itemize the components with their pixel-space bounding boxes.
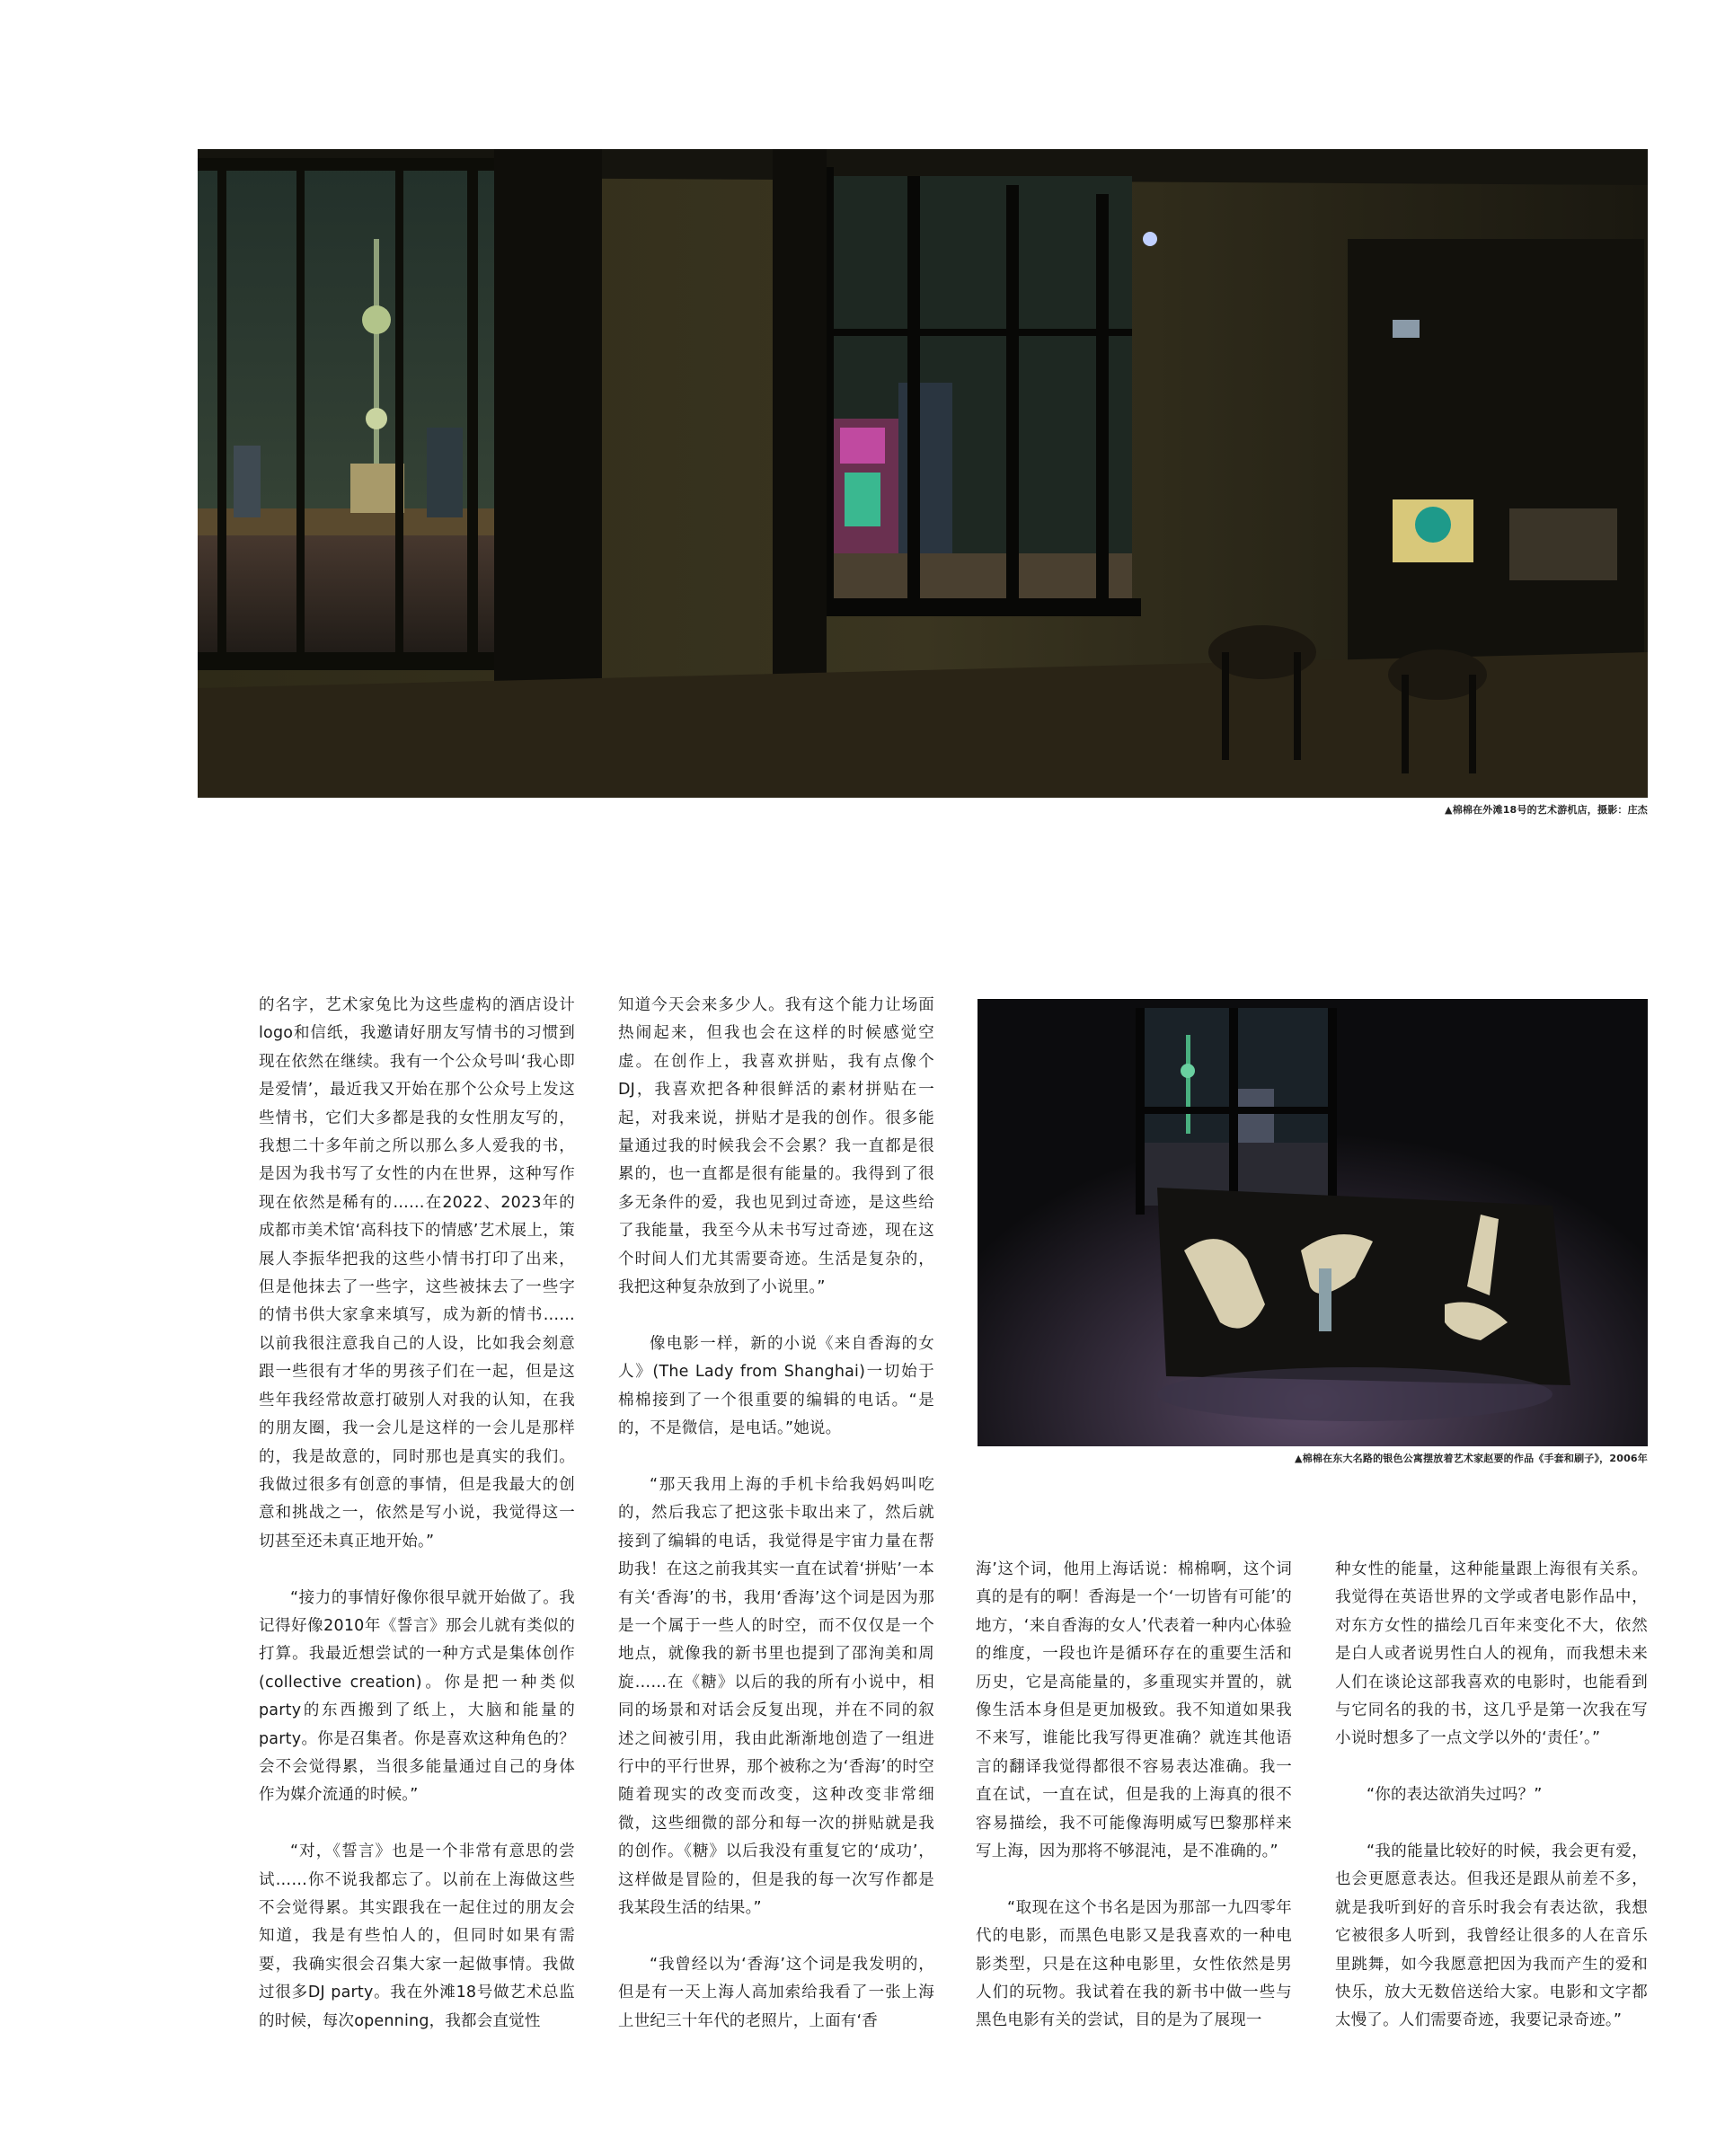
paragraph: “我的能量比较好的时候，我会更有爱，也会更愿意表达。但我还是跟从前差不多，就是我听到好的音乐时我会有表达欲，我想它被很多人听到，我曾经让很多的人在音乐里跳舞，如今我愿意把因为我而产生的爱和快乐，放大无数倍送给大家。电影和文字都太慢了。人们需要奇迹，我要记录奇迹。” <box>1335 1842 1648 2030</box>
photo-bund18-interior <box>198 149 1648 798</box>
photo-gloves-and-brushes <box>978 999 1648 1446</box>
article-column-3 <box>976 1556 1292 2036</box>
paragraph: 海’这个词，他用上海话说：棉棉啊，这个词真的是有的啊！香海是一个‘一切皆有可能’的地方，‘来自香海的女人’代表着一种内心体验的维度，一段也许是循环存在的重要生活和历史，它是高能量的，多重现实并置的，就像生活本身但是更加极致。我不知道如果我不来写，谁能比我写得更准确？就连其他语言的翻译我觉得都很不容易表达准确。我一直在试，一直在试，但是我的上海真的很不容易描绘，我不可能像海明威写巴黎那样来写上海，因为那将不够混沌，是不准确的。” <box>976 1560 1292 1861</box>
paragraph: “取现在这个书名是因为那部一九四零年代的电影，而黑色电影又是我喜欢的一种电影类型，只是在这种电影里，女性依然是男人们的玩物。我试着在我的新书中做一些与黑色电影有关的尝试，目的是为了展现一 <box>976 1898 1292 2030</box>
photo-caption-right: ▲棉棉在东大名路的银色公寓摆放着艺术家赵要的作品《手套和刷子》，2006年 <box>1295 1453 1648 1464</box>
paragraph: “那天我用上海的手机卡给我妈妈叫吃的，然后我忘了把这张卡取出来了，然后就接到了编辑的电话，我觉得是宇宙力量在帮助我！在这之前我其实一直在试着‘拼贴’一本有关‘香海’的书，我用‘香海’这个词是因为那是一个属于一些人的时空，而不仅仅是一个地点，就像我的新书里也提到了邵洵美和周旋……在《糖》以后的我的所有小说中，相同的场景和对话会反复出现，并在不同的叙述之间被引用，我由此渐渐地创造了一组进行中的平行世界，那个被称之为‘香海’的时空随着现实的改变而改变，这种改变非常细微，这些细微的部分和每一次的拼贴就是我的创作。《糖》以后我没有重复它的‘成功’，这样做是冒险的，但是我的每一次写作都是我某段生活的结果。” <box>618 1475 934 1917</box>
article-column-4 <box>1335 1556 1648 2036</box>
article-column-1 <box>259 992 575 2036</box>
paragraph: “我曾经以为‘香海’这个词是我发明的，但是有一天上海人高加索给我看了一张上海上世纪三十年代的老照片，上面有‘香 <box>618 1955 934 2030</box>
paragraph: 像电影一样，新的小说《来自香海的女人》(The Lady from Shanghai)一切始于棉棉接到了一个很重要的编辑的电话。“是的，不是微信，是电话。”她说。 <box>618 1334 934 1438</box>
paragraph: “接力的事情好像你很早就开始做了。我记得好像2010年《誓言》那会儿就有类似的打算。我最近想尝试的一种方式是集体创作(collective creation)。你是把一种类似party的东西搬到了纸上，大脑和能量的party。你是召集者。你是喜欢这种角色的？会不会觉得累，当很多能量通过自己的身体作为媒介流通的时候。” <box>259 1588 575 1805</box>
paragraph: “你的表达欲消失过吗？” <box>1367 1786 1543 1805</box>
paragraph: 的名字，艺术家兔比为这些虚构的酒店设计logo和信纸，我邀请好朋友写情书的习惯到现在依然在继续。我有一个公众号叫‘我心即是爱情’，最近我又开始在那个公众号上发这些情书，它们大多都是我的女性朋友写的，我想二十多年前之所以那么多人爱我的书，是因为我书写了女性的内在世界，这种写作现在依然是稀有的……在2022、2023年的成都市美术馆‘高科技下的情感’艺术展上，策展人李振华把我的这些小情书打印了出来，但是他抹去了一些字，这些被抹去了一些字的情书供大家拿来填写，成为新的情书……以前我很注意我自己的人设，比如我会刻意跟一些很有才华的男孩子们在一起，但是这些年我经常故意打破别人对我的认知，在我的朋友圈，我一会儿是这样的一会儿是那样的，我是故意的，同时那也是真实的我们。我做过很多有创意的事情，但是我最大的创意和挑战之一，依然是写小说，我觉得这一切甚至还未真正地开始。” <box>259 996 575 1551</box>
paragraph: “对，《誓言》也是一个非常有意思的尝试……你不说我都忘了。以前在上海做这些不会觉得累。其实跟我在一起住过的朋友会知道，我是有些怕人的，但同时如果有需要，我确实很会召集大家一起做事情。我做过很多DJ party。我在外滩18号做艺术总监的时候，每次openning，我都会直觉性 <box>259 1842 575 2030</box>
photo-caption-top: ▲棉棉在外滩18号的艺术游机店，摄影：庄杰 <box>1445 804 1648 816</box>
article-column-2 <box>618 992 934 2036</box>
paragraph: 知道今天会来多少人。我有这个能力让场面热闹起来，但我也会在这样的时候感觉空虚。在创作上，我喜欢拼贴，我有点像个DJ，我喜欢把各种很鲜活的素材拼贴在一起，对我来说，拼贴才是我的创作。很多能量通过我的时候我会不会累？我一直都是很累的，也一直都是很有能量的。我得到了很多无条件的爱，我也见到过奇迹，是这些给了我能量，我至今从未书写过奇迹，现在这个时间人们尤其需要奇迹。生活是复杂的，我把这种复杂放到了小说里。” <box>618 996 934 1297</box>
paragraph: 种女性的能量，这种能量跟上海很有关系。我觉得在英语世界的文学或者电影作品中，对东方女性的描绘几百年来变化不大，依然是白人或者说男性白人的视角，而我想未来人们在谈论这部我喜欢的电影时，也能看到与它同名的我的书，这几乎是第一次我在写小说时想多了一点文学以外的‘责任’。” <box>1335 1560 1648 1748</box>
